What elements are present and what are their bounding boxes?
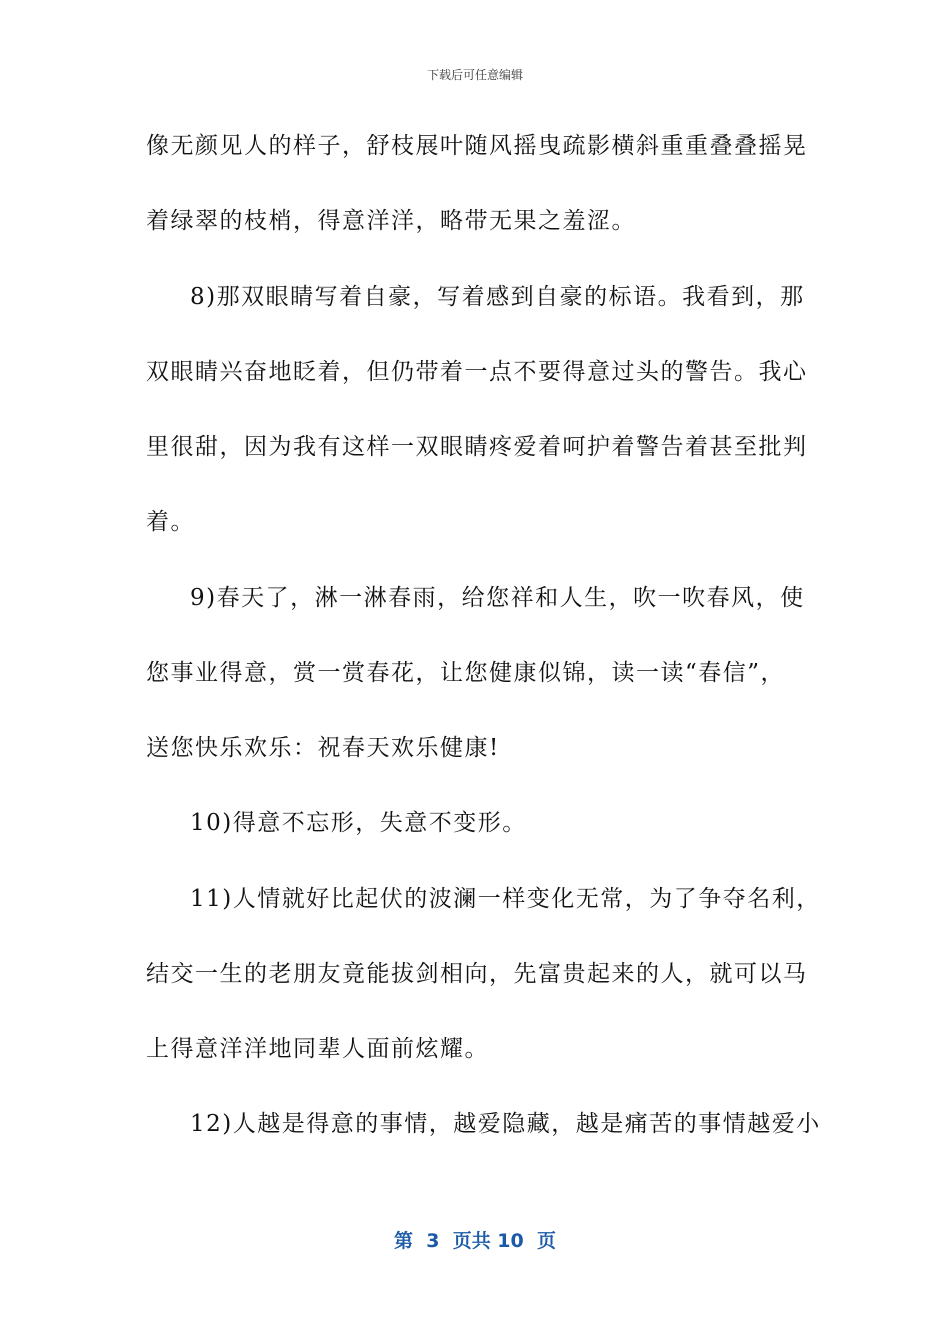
- body-line-13: 上得意洋洋地同辈人面前炫耀。: [146, 1036, 489, 1062]
- body-line-2: 着绿翠的枝梢，得意洋洋，略带无果之羞涩。: [146, 208, 636, 234]
- body-line-10: 10)得意不忘形，失意不变形。: [190, 810, 527, 836]
- page-number-footer: 第 3 页共 10 页: [394, 1230, 556, 1252]
- body-line-6: 着。: [146, 509, 195, 535]
- body-line-5: 里很甜，因为我有这样一双眼睛疼爱着呵护着警告着甚至批判: [146, 434, 808, 460]
- body-line-1: 像无颜见人的样子，舒枝展叶随风摇曳疏影横斜重重叠叠摇晃: [146, 133, 808, 159]
- body-line-14: 12)人越是得意的事情，越爱隐藏，越是痛苦的事情越爱小: [190, 1111, 821, 1137]
- body-line-3: 8)那双眼睛写着自豪，写着感到自豪的标语。我看到，那: [190, 284, 805, 310]
- body-line-4: 双眼睛兴奋地眨着，但仍带着一点不要得意过头的警告。我心: [146, 359, 808, 385]
- body-line-7: 9)春天了，淋一淋春雨，给您祥和人生，吹一吹春风，使: [190, 585, 805, 611]
- page-header: 下载后可任意编辑: [426, 68, 523, 82]
- body-line-11: 11)人情就好比起伏的波澜一样变化无常，为了争夺名利，: [190, 886, 821, 912]
- body-line-12: 结交一生的老朋友竟能拔剑相向，先富贵起来的人，就可以马: [146, 961, 808, 987]
- body-line-9: 送您快乐欢乐：祝春天欢乐健康!: [146, 735, 500, 761]
- body-line-8: 您事业得意，赏一赏春花，让您健康似锦，读一读“春信”，: [146, 660, 786, 686]
